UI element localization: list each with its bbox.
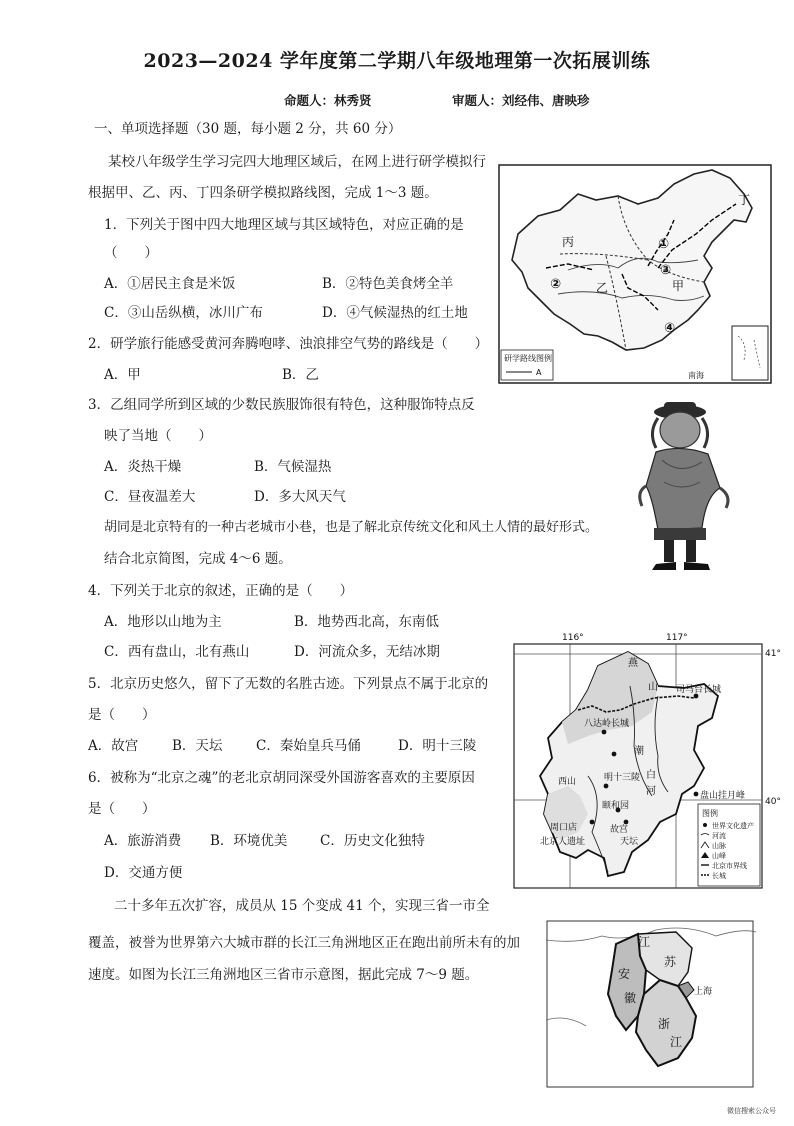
intro1-line1: 某校八年级学生学习完四大地理区域后，在网上进行研学模拟行 [108,154,486,170]
q3-option-d: D．多大风天气 [254,489,346,505]
china-map-label: ① [658,237,670,252]
q1-stem: 1．下列关于图中四大地理区域与其区域特色，对应正确的是 [104,217,464,233]
q2-option-a: A．甲 [104,367,141,383]
china-map-label: 甲 [672,279,685,293]
q3-option-b: B．气候湿热 [254,459,332,475]
q1-option-b: B．②特色美食烤全羊 [322,276,454,292]
beijing-lon-117: 117° [666,633,688,643]
beijing-place: 明十三陵 [604,773,641,783]
beijing-lon-116: 116° [562,633,584,643]
q6-option-c: C．历史文化独特 [320,833,425,849]
beijing-legend-item: 山峰 [712,852,726,860]
q1-paren: （ ） [104,245,158,261]
beijing-legend-item: 山脉 [712,842,726,850]
yrd-label: 上海 [694,987,713,997]
beijing-place: 北京人遗址 [540,837,586,847]
q5-stem-line2: 是（ ） [88,707,156,723]
beijing-place: 颐和园 [602,801,630,811]
q4-option-c: C．西有盘山，北有燕山 [104,644,250,660]
q6-stem-line1: 6．被称为“北京之魂”的老北京胡同深受外国游客喜欢的主要原因 [88,770,475,786]
q5-option-c: C．秦始皇兵马俑 [256,738,361,754]
q1-option-d: D．④气候湿热的红土地 [322,305,468,321]
china-map-label: 南海 [688,371,704,380]
intro3-line1: 二十多年五次扩容，成员从 15 个变成 41 个，实现三省一市全 [114,898,490,914]
china-map-label: 丙 [562,235,575,249]
q2-option-b: B．乙 [282,367,319,383]
beijing-place: 故宫 [610,825,629,835]
beijing-place: 河 [646,786,656,797]
watermark: 微信搜索公众号 [727,1107,776,1115]
china-map-legend-item: A [536,368,542,377]
ethnic-costume-illustration [628,396,748,574]
q1-option-c: C．③山岳纵横，冰川广布 [104,305,263,321]
q3-option-a: A．炎热干燥 [104,459,182,475]
beijing-place: 西山 [558,777,577,787]
intro3-line2: 覆盖，被誉为世界第六大城市群的长江三角洲地区正在跑出前所未有的加 [88,935,520,951]
q3-stem-line2: 映了当地（ ） [104,428,212,444]
q6-option-d: D．交通方便 [104,865,183,881]
q5-option-b: B．天坛 [172,738,223,754]
yangtze-delta-map [546,920,756,1090]
q6-option-a: A．旅游消费 [104,833,182,849]
beijing-place: 白 [646,770,656,781]
beijing-place: 潮 [634,746,644,757]
beijing-place: 司马台长城 [676,685,722,695]
beijing-legend-item: 河流 [712,832,726,840]
china-map-label: ③ [660,263,672,278]
intro3-line3: 速度。如图为长江三角洲地区三省市示意图，据此完成 7～9 题。 [88,967,479,983]
reviewer: 审题人：刘经伟、唐映珍 [452,93,590,108]
intro2-line2: 结合北京简图，完成 4～6 题。 [104,551,292,567]
china-map-label: 丁 [738,193,751,207]
beijing-place: 盘山挂月峰 [700,791,746,801]
q4-option-b: B．地势西北高，东南低 [294,614,439,630]
q5-stem-line1: 5．北京历史悠久，留下了无数的名胜古迹。下列景点不属于北京的 [88,676,489,692]
yrd-label: 江 [638,935,651,949]
yrd-label: 浙 [658,1017,671,1031]
china-map-legend-title: 研学路线图例 [504,354,552,363]
beijing-legend-item: 北京市界线 [712,862,747,870]
intro2-line1: 胡同是北京特有的一种古老城市小巷，也是了解北京传统文化和风土人情的最好形式。 [104,520,599,535]
china-map-label: 乙 [596,281,609,295]
beijing-map [508,626,784,892]
q6-option-b: B．环境优美 [210,833,288,849]
q6-stem-line2: 是（ ） [88,801,156,817]
china-map-label: ④ [664,321,676,336]
q4-stem: 4．下列关于北京的叙述，正确的是（ ） [88,583,354,599]
beijing-place: 周口店 [550,823,578,833]
beijing-lat-40: 40° [765,797,781,807]
q5-option-d: D．明十三陵 [398,738,477,754]
beijing-legend-item: 长城 [712,872,726,880]
yrd-label: 徽 [624,991,637,1005]
page-title: 2023—2024 学年度第二学期八年级地理第一次拓展训练 [143,50,651,72]
beijing-place: 山 [648,682,658,693]
q3-stem-line1: 3．乙组同学所到区域的少数民族服饰很有特色，这种服饰特点反 [88,397,475,413]
q3-option-c: C．昼夜温差大 [104,489,196,505]
beijing-lat-41: 41° [765,649,781,659]
section-heading: 一、单项选择题（30 题，每小题 2 分，共 60 分） [94,121,402,137]
beijing-place: 燕 [628,658,638,669]
author: 命题人：林秀贤 [284,93,372,108]
yrd-label: 江 [670,1035,683,1049]
beijing-place: 天坛 [620,837,639,847]
yrd-label: 安 [618,967,631,981]
beijing-place: 八达岭长城 [584,719,630,729]
q1-option-a: A．①居民主食是米饭 [104,276,236,292]
china-route-map [498,164,772,384]
q4-option-d: D．河流众多，无结冰期 [294,644,440,660]
q4-option-a: A．地形以山地为主 [104,614,222,630]
q5-option-a: A．故宫 [88,738,139,754]
beijing-legend-item: 世界文化遗产 [712,822,754,830]
beijing-legend-title: 图例 [702,809,718,818]
intro1-line2: 根据甲、乙、丙、丁四条研学模拟路线图，完成 1～3 题。 [88,185,438,201]
china-map-label: ② [550,277,562,292]
yrd-label: 苏 [664,955,677,969]
q2-stem: 2．研学旅行能感受黄河奔腾咆哮、浊浪排空气势的路线是（ ） [88,336,489,352]
